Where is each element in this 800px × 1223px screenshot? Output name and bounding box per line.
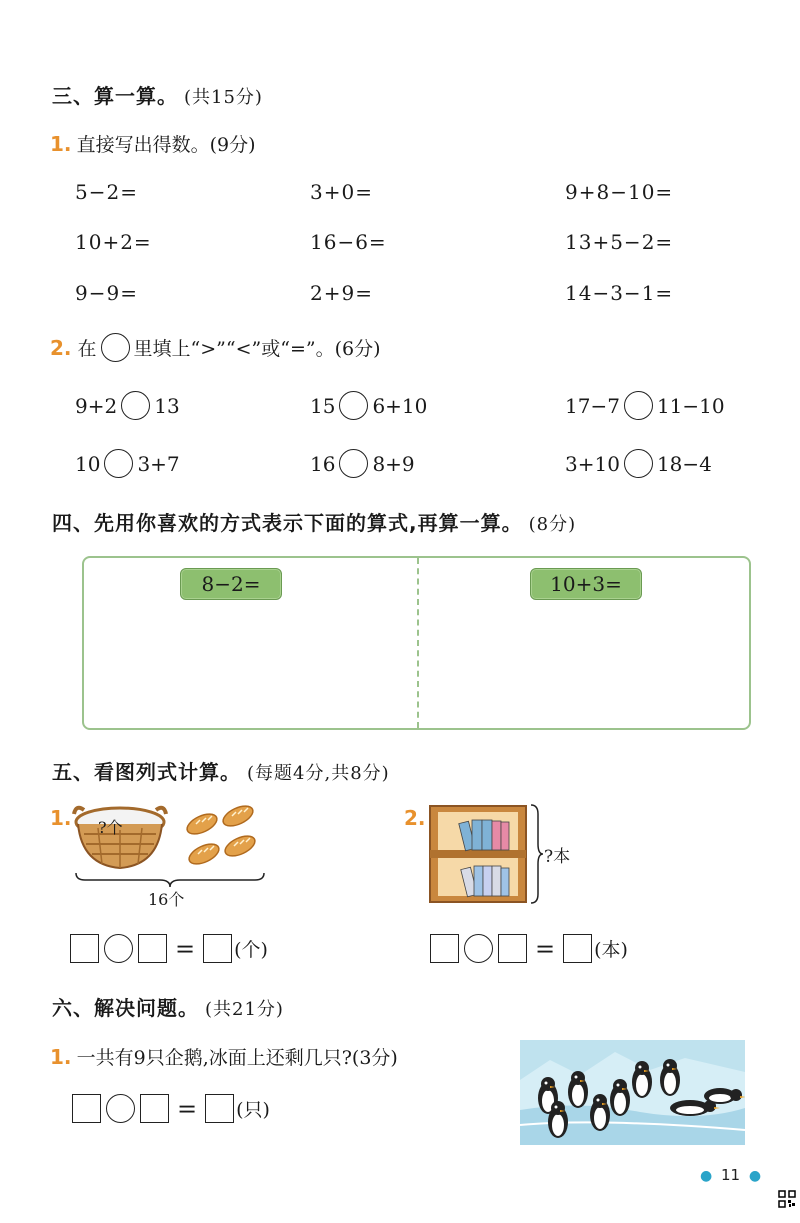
compare-circle[interactable]: [339, 449, 368, 478]
calc-item: 9−9=: [75, 281, 138, 305]
answer-box[interactable]: [203, 934, 232, 963]
section-6-heading: 六、解决问题。: [52, 996, 199, 1020]
problem-5-1-number: 1.: [50, 806, 72, 830]
operator-circle[interactable]: [464, 934, 493, 963]
circle-blank-icon: [101, 333, 130, 362]
calc-item: 5−2=: [75, 180, 138, 204]
shelf-brace-icon: [530, 804, 544, 904]
answer-box[interactable]: [430, 934, 459, 963]
compare-item: [565, 449, 712, 478]
bullet-dot-icon: ●: [700, 1168, 713, 1184]
answer-row-5-2: [430, 934, 628, 963]
calc-item: 9+8−10=: [565, 180, 674, 204]
basket-label: ?个: [98, 818, 123, 837]
operator-circle[interactable]: [104, 934, 133, 963]
equals-sign: =: [535, 934, 556, 963]
section-3-points: (共15分): [184, 87, 263, 108]
section-4-title: [52, 507, 576, 536]
work-area-box[interactable]: [82, 556, 751, 730]
compare-item: [75, 449, 180, 478]
compare-right: 3+7: [137, 451, 180, 476]
compare-right: 18−4: [656, 451, 712, 476]
penguins-on-ice-illustration: [520, 1040, 745, 1145]
problem-5-2-number: 2.: [404, 806, 426, 830]
unit-label: (只): [236, 1099, 270, 1121]
shelf-label: ?本: [544, 847, 571, 867]
answer-box[interactable]: [563, 934, 592, 963]
question-text: 直接写出得数。(9分): [76, 134, 256, 156]
bullet-dot-icon: ●: [748, 1168, 762, 1184]
section-3-title: [52, 80, 263, 109]
calc-item: 14−3−1=: [565, 281, 674, 305]
answer-box[interactable]: [138, 934, 167, 963]
section-5-heading: 五、看图列式计算。: [52, 760, 241, 784]
compare-left: 16: [310, 451, 336, 476]
compare-right: 11−10: [656, 393, 725, 418]
answer-box[interactable]: [498, 934, 527, 963]
problem-6-1: [50, 1043, 398, 1070]
equals-sign: =: [177, 1094, 198, 1123]
question-number: 1.: [50, 132, 72, 156]
compare-item: [310, 449, 415, 478]
compare-left: 15: [310, 393, 336, 418]
calc-item: 2+9=: [310, 281, 373, 305]
page-number-value: 11: [721, 1166, 741, 1184]
operator-circle[interactable]: [106, 1094, 135, 1123]
question-3-1: [50, 130, 256, 157]
total-brace-icon: [75, 872, 265, 888]
section-4-points: (8分): [528, 514, 577, 535]
section-4-heading: 四、先用你喜欢的方式表示下面的算式,再算一算。: [52, 511, 523, 535]
unit-label: (本): [594, 939, 628, 961]
section-6-points: (共21分): [205, 999, 284, 1020]
question-text: 一共有9只企鹅,冰面上还剩几只?(3分): [76, 1047, 398, 1069]
expr-tag-right: 10+3=: [530, 568, 642, 600]
answer-box[interactable]: [140, 1094, 169, 1123]
total-label: 16个: [148, 890, 185, 909]
answer-box[interactable]: [205, 1094, 234, 1123]
calc-item: 3+0=: [310, 180, 373, 204]
question-number: 1.: [50, 1045, 72, 1069]
work-area-divider: [417, 558, 419, 728]
calc-item: 16−6=: [310, 230, 387, 254]
answer-box[interactable]: [72, 1094, 101, 1123]
bread-loaves-icon: [182, 802, 262, 874]
compare-left: 10: [75, 451, 101, 476]
compare-right: 13: [154, 393, 180, 418]
compare-circle[interactable]: [624, 391, 653, 420]
compare-item: [75, 391, 180, 420]
compare-right: 6+10: [372, 393, 428, 418]
section-6-title: [52, 992, 284, 1021]
compare-left: 17−7: [565, 393, 620, 418]
compare-circle[interactable]: [121, 391, 150, 420]
calc-item: 13+5−2=: [565, 230, 674, 254]
expr-tag-left: 8−2=: [180, 568, 282, 600]
compare-right: 8+9: [372, 451, 415, 476]
section-3-heading: 三、算一算。: [52, 84, 178, 108]
question-3-2: [50, 333, 381, 362]
calc-item: 10+2=: [75, 230, 152, 254]
question-text-after: 里填上“>”“<”或“=”。(6分): [133, 338, 381, 360]
answer-box[interactable]: [70, 934, 99, 963]
section-5-title: [52, 756, 390, 785]
answer-row-5-1: [70, 934, 268, 963]
compare-left: 9+2: [75, 393, 118, 418]
compare-item: [565, 391, 725, 420]
compare-left: 3+10: [565, 451, 620, 476]
section-5-points: (每题4分,共8分): [247, 763, 390, 784]
bookshelf-illustration: [428, 804, 528, 904]
question-number: 2.: [50, 335, 72, 360]
compare-circle[interactable]: [624, 449, 653, 478]
page-number: [700, 1166, 761, 1184]
compare-circle[interactable]: [104, 449, 133, 478]
question-text-before: 在: [77, 338, 97, 360]
answer-row-6-1: [72, 1094, 270, 1123]
compare-item: [310, 391, 427, 420]
equals-sign: =: [175, 934, 196, 963]
unit-label: (个): [234, 939, 268, 961]
compare-circle[interactable]: [339, 391, 368, 420]
qr-code-icon: [778, 1190, 796, 1208]
